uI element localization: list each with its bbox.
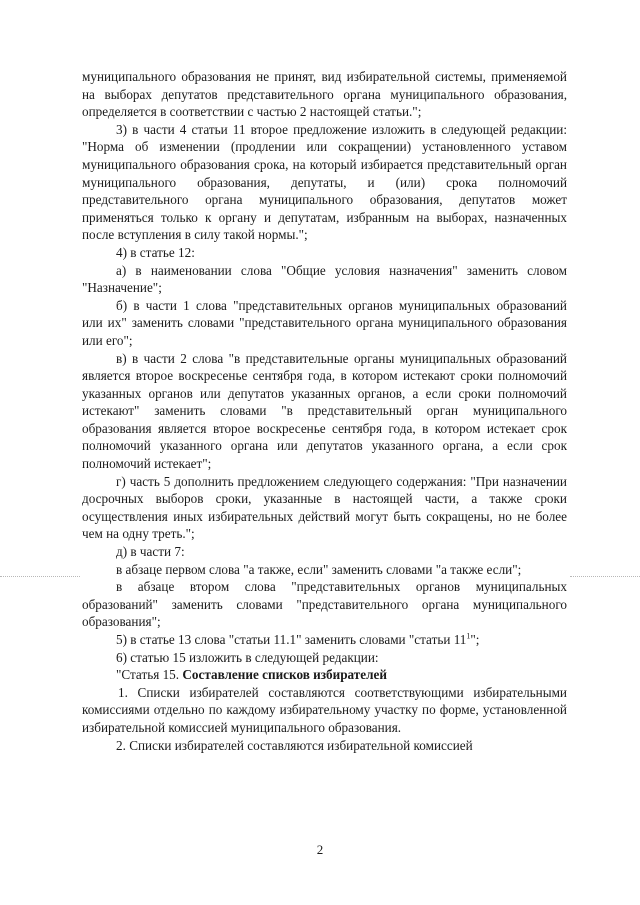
paragraph-8: д) в части 7: — [116, 544, 185, 560]
paragraph-4: а) в наименовании слова "Общие условия назначения" заменить словом "Назначение"; — [82, 262, 567, 296]
paragraph-11-end: "; — [470, 632, 480, 647]
article-15-title: Составление списков избирателей — [182, 667, 387, 683]
paragraph-7: г) часть 5 дополнить предложением следующего содержания: "При назначении досрочных выборов сроки, указанные в настоящей части, а также сроки осуществления иных избирательных действий могут быть сокращены, но не более чем на одну треть."; — [82, 473, 567, 542]
paragraph-5: б) в части 1 слова "представительных органов муниципальных образований или их" заменить словами "представительного органа муниципального образования или его"; — [82, 297, 567, 348]
paragraph-3: 4) в статье 12: — [116, 244, 195, 260]
scan-artifact-right — [570, 576, 640, 577]
superscript: 1 — [466, 631, 471, 641]
paragraph-2: 3) в части 4 статьи 11 второе предложение изложить в следующей редакции: "Норма об изменении (продлении или сокращении) установленного уставом муниципального образования срока, на который избирается представительный орган муниципального образования, депутаты, и (или) срока полномочий представительного органа муниципального образования, депутатов может применяться только к органу и депутатам, избранным на выборах, назначенных после вступления в силу такой нормы."; — [82, 121, 567, 243]
paragraph-1: муниципального образования не принят, вид избирательной системы, применяемой на выборах депутатов представительного органа муниципального образования, определяется в соответствии с частью 2 настоящей статьи."; — [82, 69, 567, 120]
paragraph-15: 2. Списки избирателей составляются избирательной комиссией — [116, 737, 473, 753]
paragraph-6: в) в части 2 слова "в представительные органы муниципальных образований является второе воскресенье сентября года, в котором истекают сроки полномочий указанных органов или депутатов указанных органов, а если сроки полномочий истекают" заменить словами "в представительный орган муниципального образования является второе воскресенье сентября года, в котором истекает срок полномочий указанного органа или депутатов указанного органа, а если срок полномочий истекает"; — [82, 350, 567, 472]
document-body — [82, 68, 567, 754]
paragraph-12: 6) статью 15 изложить в следующей редакции: — [116, 649, 379, 665]
paragraph-11 — [82, 631, 567, 649]
paragraph-9: в абзаце первом слова "а также, если" заменить словами "а также если"; — [116, 561, 522, 577]
paragraph-11-text: 5) в статье 13 слова "статьи 11.1" заменить словами "статьи 11 — [116, 632, 467, 647]
paragraph-14: 1. Списки избирателей составляются соответствующими избирательными комиссиями отдельно по каждому избирательному участку по форме, установленной избирательной комиссией муниципального образования. — [82, 684, 567, 735]
article-15-heading — [82, 666, 567, 684]
article-15-prefix: "Статья 15. — [116, 667, 183, 683]
page-number: 2 — [316, 842, 324, 857]
scan-artifact-left — [0, 576, 80, 577]
paragraph-10: в абзаце втором слова "представительных органов муниципальных образований" заменить словами "представительного органа муниципального образования"; — [82, 579, 567, 630]
